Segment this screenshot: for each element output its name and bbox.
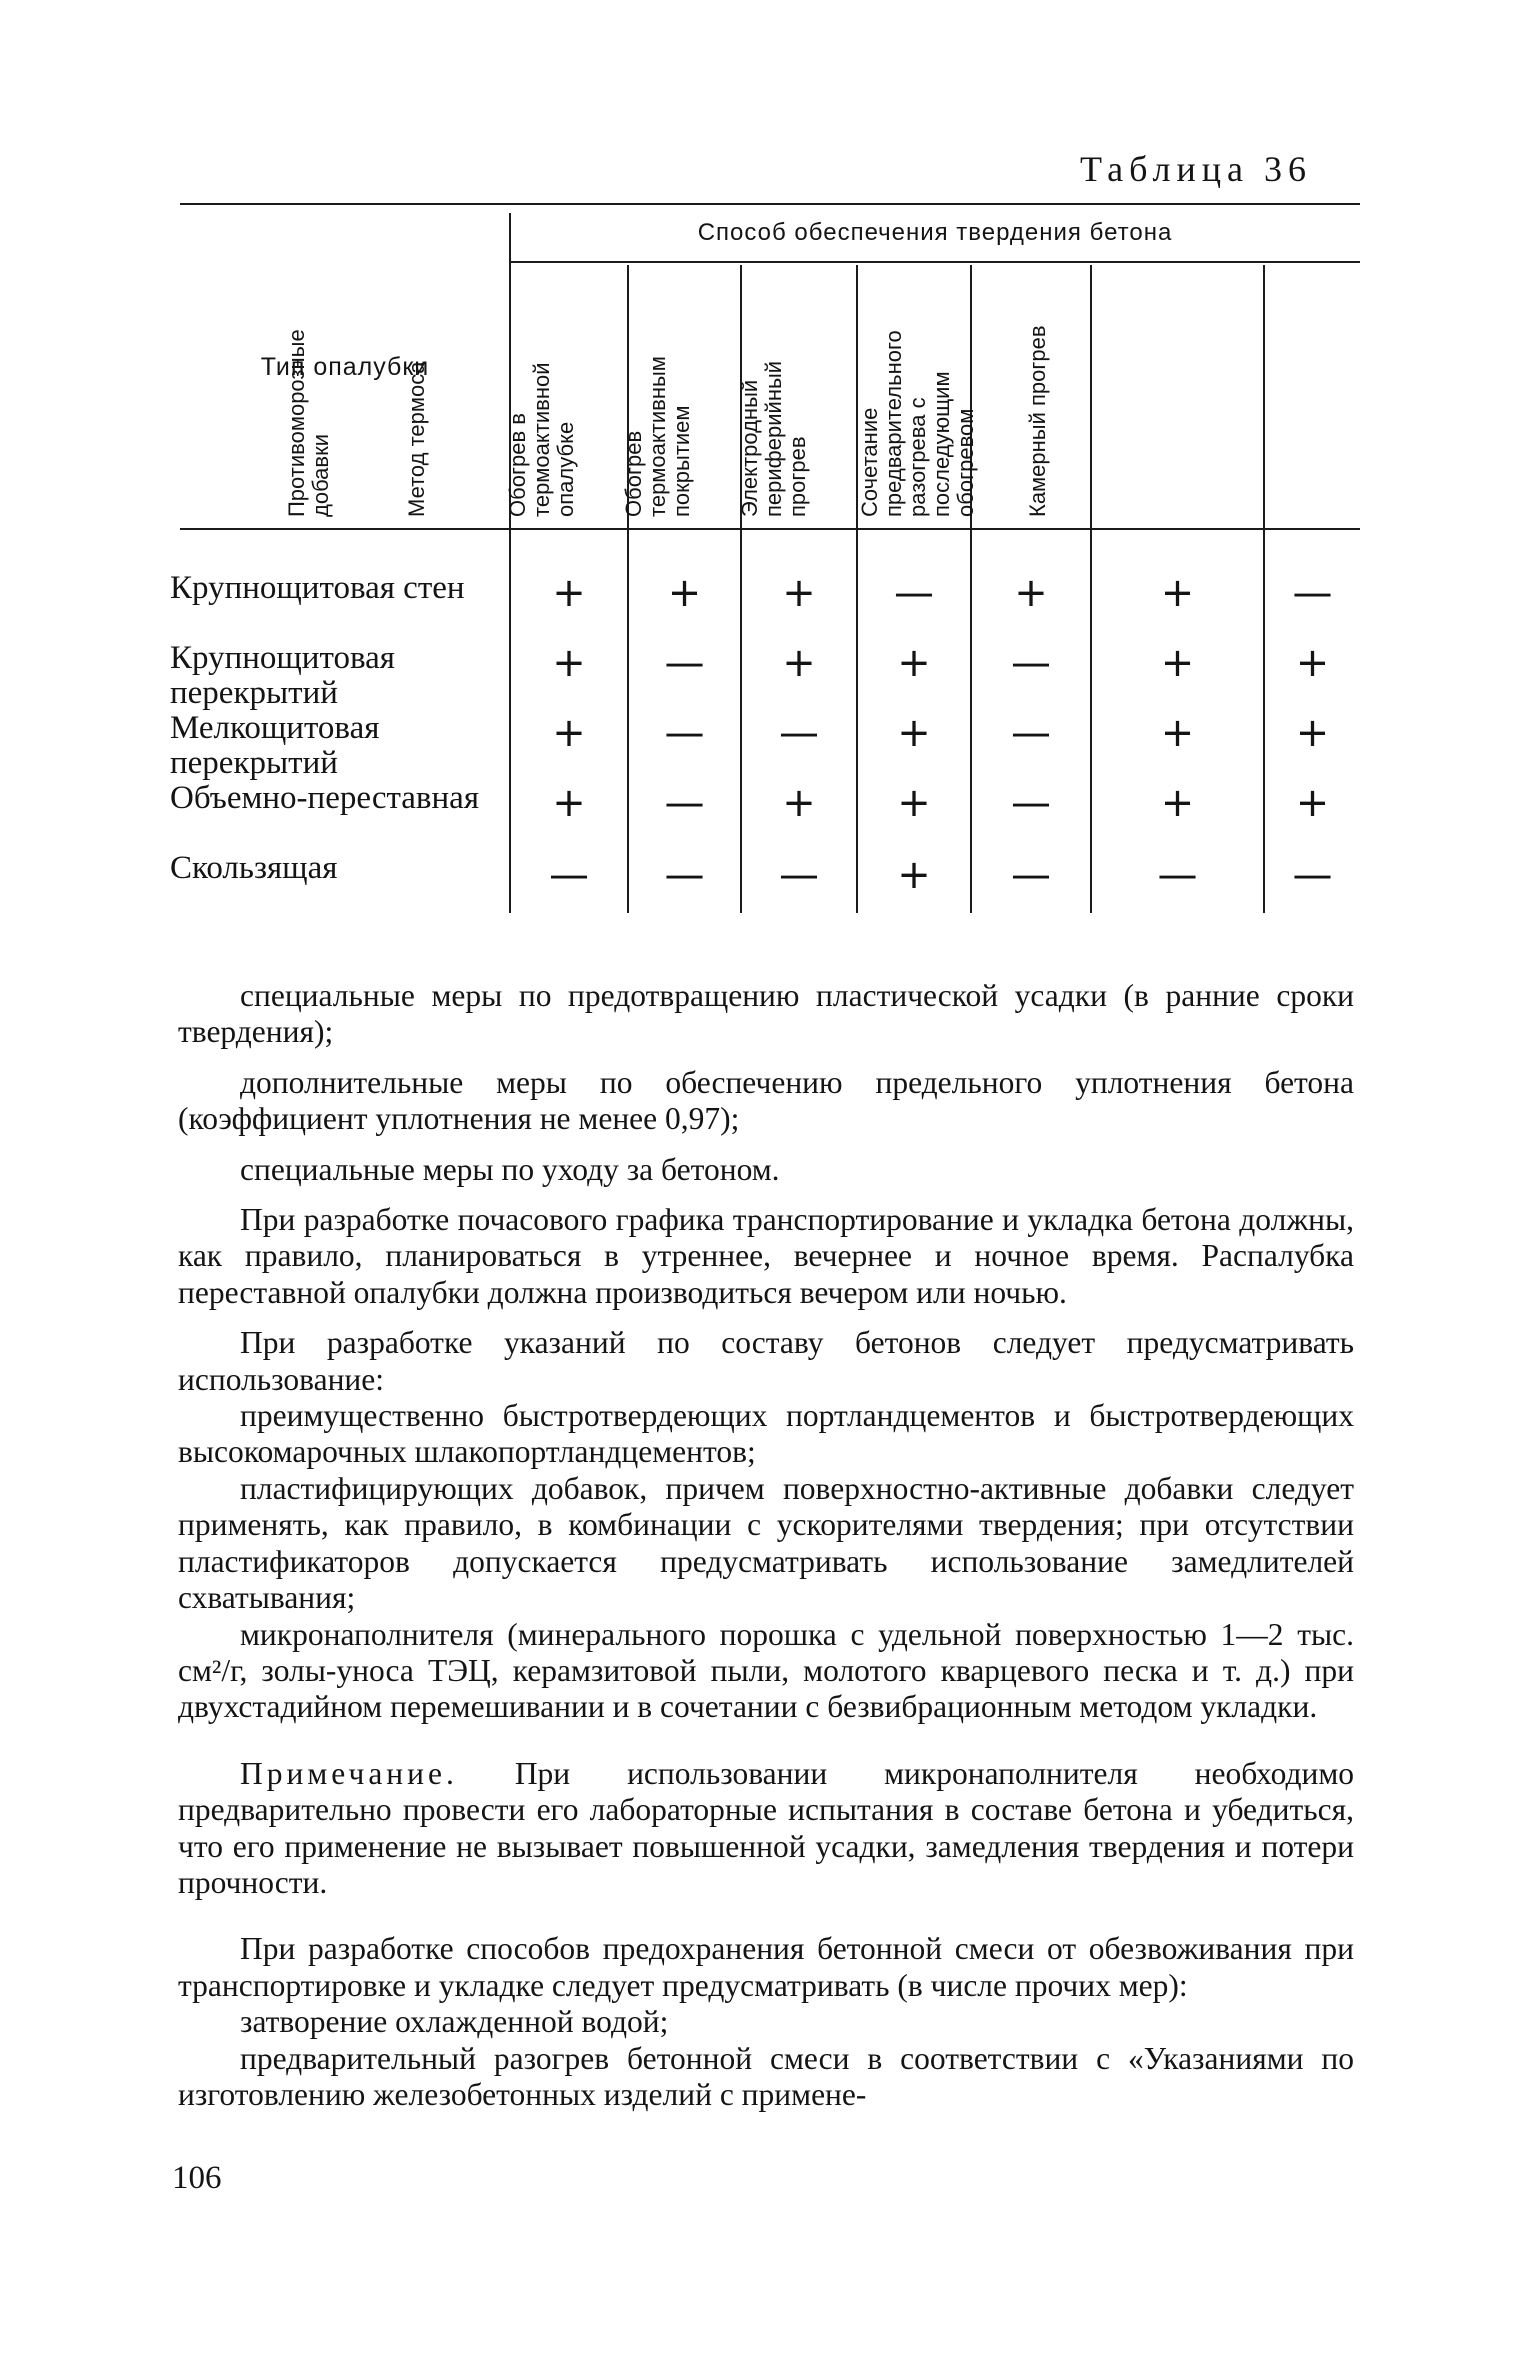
paragraph: предварительный разогрев бетонной смеси в соответствии с «Указаниями по изготовлению железобетонных изделий с примене- [178,2040,1354,2112]
cell-0-2: + [782,570,816,616]
page-number: 106 [172,2160,222,2196]
cell-4-4: — [1011,852,1051,898]
paragraph: специальные меры по предотвращению пластической усадки (в ранние сроки твердения); [178,978,1354,1050]
cell-3-4: — [1011,780,1051,826]
cell-2-5: + [1160,710,1195,756]
cell-4-0: — [549,852,589,898]
cell-2-0: + [552,710,586,756]
cell-1-3: + [897,640,931,686]
cell-4-6: — [1292,852,1333,898]
column-header-label: Противоморозные добавки [284,329,333,517]
cell-4-1: — [664,852,705,898]
cell-0-5: + [1160,570,1195,616]
cell-4-3: + [897,852,931,898]
cell-0-1: + [667,570,702,616]
body-text [178,978,1354,2113]
paragraph: преимущественно быстротвердеющих портландцементов и быстротвердеющих высокомарочных шлакопортландцементов; [178,1398,1354,1470]
paragraph: дополнительные меры по обеспечению предельного уплотнения бетона (коэффициент уплотнения не менее 0,97); [178,1064,1354,1137]
cell-1-4: — [1011,640,1051,686]
cell-1-2: + [782,640,816,686]
table [170,203,1360,923]
note-label: Примечание. [240,1755,458,1791]
row-label-3: Объемно-переставная [170,780,480,816]
note-paragraph [178,1756,1354,1902]
paragraph: затворение охлажденной водой; [240,2004,669,2040]
row-label-1: Крупнощитовая перекрытий [170,640,395,711]
cell-4-2: — [779,852,819,898]
row-label-0: Крупнощитовая стен [170,570,465,606]
column-header-label: Метод термоса [404,361,429,517]
paragraph: специальные меры по уходу за бетоном. [240,1151,780,1187]
column-header-label: Обогрев в термоактивной опалубке [505,362,578,517]
group-header: Способ обеспечения твердения бетона [697,219,1173,246]
cell-3-1: — [664,780,705,826]
paragraph: При разработке указаний по составу бетонов следует предусматривать использование: [178,1325,1354,1397]
column-header-label: Обогрев термоактивным покрытием [621,356,694,517]
cell-0-4: + [1014,570,1048,616]
paragraph: При разработке почасового графика транспортирование и укладка бетона должны, как правило, планироваться в утреннее, вечернее и ночное время. Распалубка переставной опалубки должна производиться вечером или ночью. [178,1202,1354,1310]
paragraph: пластифицирующих добавок, причем поверхностно-активные добавки следует применять, как правило, в комбинации с ускорителями твердения; при отсутствии пластификаторов допускается предусматривать использование замедлителей схватывания; [178,1470,1354,1616]
cell-1-5: + [1160,640,1195,686]
row-label-2: Мелкощитовая перекрытий [170,710,380,781]
row-label-4: Скользящая [170,850,338,886]
cell-3-2: + [782,780,816,826]
cell-2-2: — [779,710,819,756]
column-header-6 [1025,265,1356,525]
paragraph: микронаполнителя (минерального порошка с удельной поверхностью 1—2 тыс. см²/г, золы-уноса ТЭЦ, керамзитовой пыли, молотого кварцевого песка и т. д.) при двухстадийном перемешивании и в сочетании с безвибрационным методом укладки. [178,1616,1354,1725]
table-caption: Таблица 36 [1080,149,1312,189]
cell-3-3: + [897,780,931,826]
cell-2-1: — [664,710,705,756]
type-header: Тип опалубки [260,353,430,381]
cell-0-3: — [894,570,934,616]
cell-1-1: — [664,640,705,686]
cell-1-0: + [552,640,586,686]
column-header-label: Электродный периферийный прогрев [737,360,810,517]
column-header-label: Сочетание предварительного разогрева с последующим обогревом [857,330,978,517]
cell-3-6: + [1295,780,1330,826]
header-bottom-rule [180,528,1360,530]
cell-2-4: — [1011,710,1051,756]
cell-0-0: + [552,570,586,616]
group-header-rule [510,261,1360,263]
paragraph: При разработке способов предохранения бетонной смеси от обезвоживания при транспортировке и укладке следует предусматривать (в числе прочих мер): [178,1931,1354,2003]
note-text: При использовании микронаполнителя необходимо предварительно провести его лабораторные испытания в составе бетона и убедиться, что его применение не вызывает повышенной усадки, замедления твердения и потери прочности. [178,1755,1355,1900]
column-header-label: Камерный прогрев [1025,325,1050,517]
cell-1-6: + [1295,640,1330,686]
cell-2-3: + [897,710,931,756]
table-top-rule [180,203,1360,205]
cell-2-6: + [1295,710,1330,756]
cell-3-5: + [1160,780,1195,826]
cell-4-5: — [1157,852,1198,898]
cell-3-0: + [552,780,586,826]
cell-0-6: — [1292,570,1333,616]
